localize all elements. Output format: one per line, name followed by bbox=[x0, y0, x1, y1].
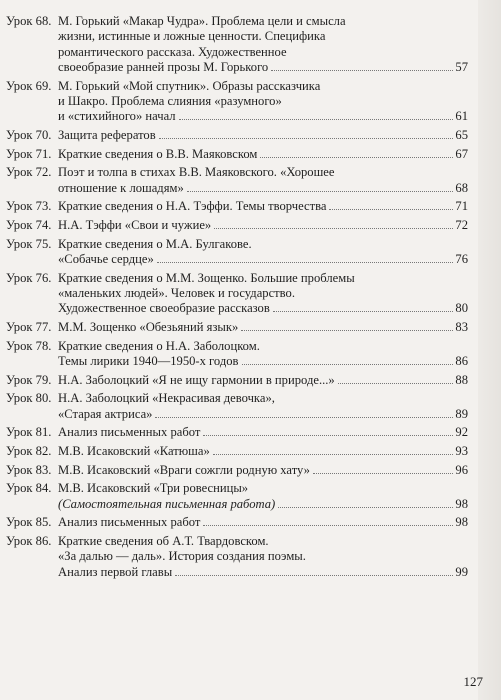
lesson-title bbox=[58, 444, 468, 459]
page-ref: 83 bbox=[455, 319, 468, 334]
dot-leader bbox=[260, 157, 453, 158]
lesson-number: Урок 70. bbox=[6, 127, 52, 142]
lesson-title bbox=[58, 534, 468, 580]
title-line bbox=[58, 181, 468, 196]
lesson-title bbox=[58, 271, 468, 317]
title-line bbox=[58, 373, 468, 388]
lesson-number: Урок 75. bbox=[6, 236, 52, 251]
title-text: Краткие сведения о М.М. Зощенко. Большие проблемы bbox=[58, 270, 355, 285]
title-text: М.В. Исаковский «Три ровесницы» bbox=[58, 481, 249, 496]
toc-entry bbox=[6, 481, 468, 512]
title-text: жизни, истинные и ложные ценности. Специфика bbox=[58, 29, 326, 44]
title-text: «За далью — даль». История создания поэмы. bbox=[58, 549, 306, 564]
title-line bbox=[58, 94, 468, 109]
title-text: отношение к лошадям» bbox=[58, 180, 184, 195]
lesson-number: Урок 81. bbox=[6, 425, 52, 440]
lesson-number: Урок 78. bbox=[6, 338, 52, 353]
title-text: Краткие сведения о Н.А. Тэффи. Темы творчества bbox=[58, 199, 327, 214]
dot-leader bbox=[313, 473, 453, 474]
lesson-title bbox=[58, 391, 468, 422]
lesson-title bbox=[58, 147, 468, 162]
page-ref: 99 bbox=[455, 564, 468, 579]
page-number: 127 bbox=[463, 674, 483, 689]
title-text: Темы лирики 1940—1950-х годов bbox=[58, 353, 239, 368]
lesson-number: Урок 85. bbox=[6, 515, 52, 530]
title-text: Н.А. Заболоцкий «Я не ищу гармонии в природе...» bbox=[58, 372, 335, 387]
toc-entry bbox=[6, 391, 468, 422]
title-line bbox=[58, 252, 468, 267]
title-text: Краткие сведения об А.Т. Твардовском. bbox=[58, 533, 269, 548]
title-text: и «стихийного» начал bbox=[58, 109, 176, 124]
toc-entry bbox=[6, 128, 468, 143]
dot-leader bbox=[187, 191, 454, 192]
dot-leader bbox=[271, 70, 453, 71]
lesson-number: Урок 71. bbox=[6, 146, 52, 161]
toc-entry bbox=[6, 320, 468, 335]
dot-leader bbox=[213, 454, 454, 455]
title-line bbox=[58, 301, 468, 316]
toc-entry bbox=[6, 339, 468, 370]
toc-entry bbox=[6, 14, 468, 75]
title-line bbox=[58, 165, 468, 180]
title-line bbox=[58, 497, 468, 512]
title-line bbox=[58, 147, 468, 162]
title-text: М.В. Исаковский «Катюша» bbox=[58, 443, 210, 458]
page-ref: 88 bbox=[455, 372, 468, 387]
title-text: Анализ первой главы bbox=[58, 564, 173, 579]
title-line bbox=[58, 320, 468, 335]
title-line bbox=[58, 534, 468, 549]
toc-entry bbox=[6, 165, 468, 196]
title-text: Поэт и толпа в стихах В.В. Маяковского. «Хорошее bbox=[58, 165, 335, 180]
title-text: Н.А. Тэффи «Свои и чужие» bbox=[58, 217, 212, 232]
title-text: Краткие сведения о Н.А. Заболоцком. bbox=[58, 338, 260, 353]
page-ref: 65 bbox=[455, 127, 468, 142]
lesson-title bbox=[58, 425, 468, 440]
lesson-title bbox=[58, 320, 468, 335]
title-line bbox=[58, 271, 468, 286]
page-ref: 93 bbox=[455, 443, 468, 458]
page-ref: 72 bbox=[455, 217, 468, 232]
title-line bbox=[58, 128, 468, 143]
page-ref: 98 bbox=[455, 515, 468, 530]
title-text: своеобразие ранней прозы М. Горького bbox=[58, 59, 269, 74]
dot-leader bbox=[155, 417, 453, 418]
dot-leader bbox=[242, 364, 454, 365]
lesson-number: Урок 69. bbox=[6, 78, 52, 93]
title-text: романтического рассказа. Художественное bbox=[58, 44, 287, 59]
dot-leader bbox=[179, 119, 454, 120]
lesson-number: Урок 79. bbox=[6, 372, 52, 387]
page-ref: 67 bbox=[455, 146, 468, 161]
dot-leader bbox=[203, 525, 453, 526]
title-text: Анализ письменных работ bbox=[58, 425, 201, 440]
lesson-number: Урок 83. bbox=[6, 462, 52, 477]
title-text: М. Горький «Макар Чудра». Проблема цели и смысла bbox=[58, 14, 346, 28]
lesson-title bbox=[58, 237, 468, 268]
title-text: М. Горький «Мой спутник». Образы рассказчика bbox=[58, 78, 321, 93]
dot-leader bbox=[338, 383, 454, 384]
title-line bbox=[58, 354, 468, 369]
title-text: (Самостоятельная письменная работа) bbox=[58, 496, 276, 511]
page-ref: 92 bbox=[455, 425, 468, 440]
title-line bbox=[58, 391, 468, 406]
dot-leader bbox=[214, 228, 453, 229]
title-line bbox=[58, 481, 468, 496]
dot-leader bbox=[157, 262, 454, 263]
lesson-title bbox=[58, 218, 468, 233]
page-ref: 80 bbox=[455, 301, 468, 316]
page-ref: 68 bbox=[455, 180, 468, 195]
title-line bbox=[58, 29, 468, 44]
lesson-title bbox=[58, 128, 468, 143]
table-of-contents bbox=[6, 14, 468, 583]
toc-entry bbox=[6, 444, 468, 459]
title-line bbox=[58, 109, 468, 124]
lesson-number: Урок 76. bbox=[6, 270, 52, 285]
title-line bbox=[58, 60, 468, 75]
title-text: Краткие сведения о М.А. Булгакове. bbox=[58, 236, 252, 251]
title-text: Защита рефератов bbox=[58, 127, 156, 142]
lesson-title bbox=[58, 373, 468, 388]
page-ref: 86 bbox=[455, 353, 468, 368]
facing-page-edge bbox=[478, 0, 501, 700]
page-ref: 89 bbox=[455, 406, 468, 421]
dot-leader bbox=[241, 330, 453, 331]
title-text: «Старая актриса» bbox=[58, 406, 153, 421]
lesson-title bbox=[58, 14, 468, 75]
lesson-title bbox=[58, 79, 468, 125]
lesson-title bbox=[58, 165, 468, 196]
lesson-number: Урок 82. bbox=[6, 443, 52, 458]
title-line bbox=[58, 444, 468, 459]
dot-leader bbox=[159, 138, 454, 139]
dot-leader bbox=[175, 575, 453, 576]
toc-entry bbox=[6, 534, 468, 580]
dot-leader bbox=[329, 209, 453, 210]
page-ref: 76 bbox=[455, 251, 468, 266]
lesson-title bbox=[58, 199, 468, 214]
title-line bbox=[58, 45, 468, 60]
title-text: Художественное своеобразие рассказов bbox=[58, 301, 270, 316]
toc-entry bbox=[6, 373, 468, 388]
title-line bbox=[58, 565, 468, 580]
title-text: «маленьких людей». Человек и государство. bbox=[58, 285, 295, 300]
toc-entry bbox=[6, 147, 468, 162]
title-line bbox=[58, 515, 468, 530]
title-text: «Собачье сердце» bbox=[58, 251, 154, 266]
title-line bbox=[58, 407, 468, 422]
toc-entry bbox=[6, 271, 468, 317]
page-ref: 71 bbox=[455, 199, 468, 214]
toc-entry bbox=[6, 463, 468, 478]
page-ref: 98 bbox=[455, 496, 468, 511]
title-text: Краткие сведения о В.В. Маяковском bbox=[58, 146, 258, 161]
title-text: М.В. Исаковский «Враги сожгли родную хату» bbox=[58, 462, 310, 477]
title-text: Н.А. Заболоцкий «Некрасивая девочка», bbox=[58, 391, 275, 406]
toc-entry bbox=[6, 425, 468, 440]
title-line bbox=[58, 425, 468, 440]
toc-entry bbox=[6, 515, 468, 530]
lesson-number: Урок 68. bbox=[6, 14, 52, 28]
title-text: и Шакро. Проблема слияния «разумного» bbox=[58, 93, 282, 108]
title-line bbox=[58, 549, 468, 564]
title-line bbox=[58, 463, 468, 478]
title-line bbox=[58, 286, 468, 301]
page-ref: 57 bbox=[455, 59, 468, 74]
toc-entry bbox=[6, 237, 468, 268]
toc-entry bbox=[6, 199, 468, 214]
lesson-title bbox=[58, 515, 468, 530]
page-ref: 61 bbox=[455, 109, 468, 124]
lesson-number: Урок 77. bbox=[6, 319, 52, 334]
title-line bbox=[58, 199, 468, 214]
lesson-title bbox=[58, 339, 468, 370]
title-line bbox=[58, 237, 468, 252]
title-text: М.М. Зощенко «Обезьяний язык» bbox=[58, 319, 239, 334]
lesson-number: Урок 74. bbox=[6, 217, 52, 232]
title-text: Анализ письменных работ bbox=[58, 515, 201, 530]
title-line bbox=[58, 14, 468, 29]
lesson-number: Урок 86. bbox=[6, 533, 52, 548]
dot-leader bbox=[273, 311, 454, 312]
dot-leader bbox=[203, 435, 453, 436]
page-ref: 96 bbox=[455, 462, 468, 477]
title-line bbox=[58, 339, 468, 354]
lesson-number: Урок 72. bbox=[6, 165, 52, 180]
lesson-number: Урок 84. bbox=[6, 481, 52, 496]
lesson-number: Урок 80. bbox=[6, 391, 52, 406]
lesson-title bbox=[58, 463, 468, 478]
dot-leader bbox=[278, 507, 453, 508]
lesson-number: Урок 73. bbox=[6, 199, 52, 214]
toc-entry bbox=[6, 218, 468, 233]
lesson-title bbox=[58, 481, 468, 512]
title-line bbox=[58, 79, 468, 94]
toc-entry bbox=[6, 79, 468, 125]
title-line bbox=[58, 218, 468, 233]
